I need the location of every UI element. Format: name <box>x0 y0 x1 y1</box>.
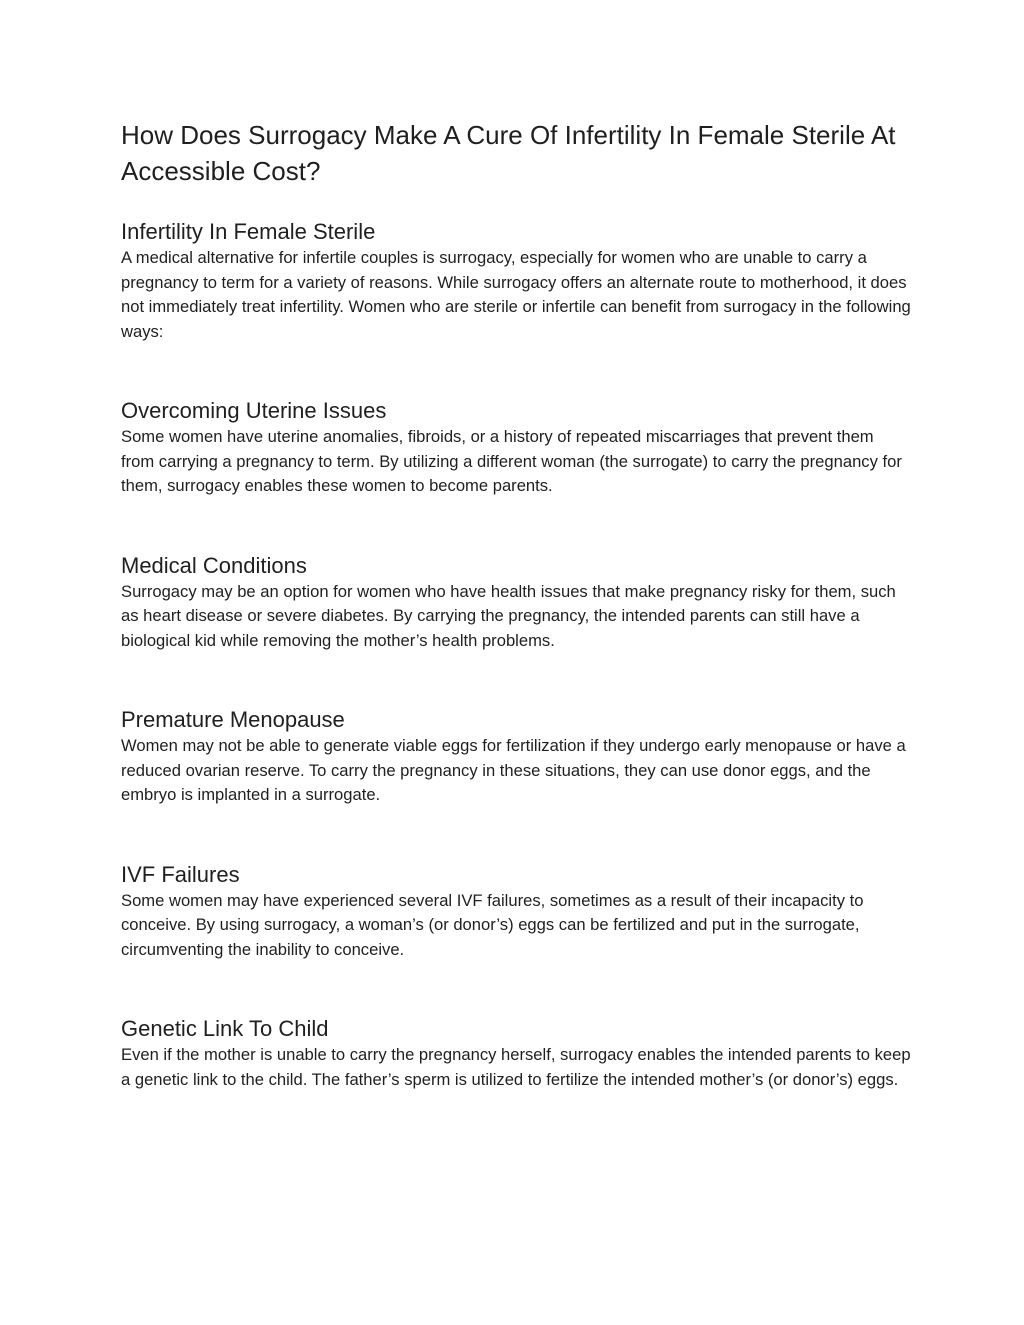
section-body: Some women may have experienced several IVF failures, sometimes as a result of their incapacity to conceive. By using surrogacy, a woman’s (or donor’s) eggs can be fertilized and put in the surrogate, circumventing the inability to conceive. <box>121 890 864 959</box>
section-body: Even if the mother is unable to carry the pregnancy herself, surrogacy enables the intended parents to keep a genetic link to the child. The father’s sperm is utilized to fertilize the intended mother’s (or donor’s) eggs. <box>121 1045 911 1089</box>
section-heading: Premature Menopause <box>121 707 345 732</box>
document-title: How Does Surrogacy Make A Cure Of Infertility In Female Sterile At Accessible Cost? <box>121 120 896 186</box>
document-page <box>121 117 911 1092</box>
section-heading: Medical Conditions <box>121 552 307 578</box>
section-heading: Genetic Link To Child <box>121 1016 329 1041</box>
section-heading: IVF Failures <box>121 861 240 887</box>
section-body: Some women have uterine anomalies, fibroids, or a history of repeated miscarriages that prevent them from carrying a pregnancy to term. By utilizing a different woman (the surrogate) to carry the pregnancy for them, surrogacy enables these women to become parents. <box>121 427 902 495</box>
section-body: A medical alternative for infertile couples is surrogacy, especially for women who are unable to carry a pregnancy to term for a variety of reasons. While surrogacy offers an alternate route to motherhood, it does not immediately treat infertility. Women who are sterile or infertile can benefit from surrogacy in the following ways: <box>121 248 911 341</box>
section-body: Surrogacy may be an option for women who have health issues that make pregnancy risky for them, such as heart disease or severe diabetes. By carrying the pregnancy, the intended parents can still have a biological kid while removing the mother’s health problems. <box>121 581 896 650</box>
section-heading: Overcoming Uterine Issues <box>121 398 387 423</box>
section-infertility <box>121 218 911 344</box>
section-medical <box>121 552 911 654</box>
section-body: Women may not be able to generate viable eggs for fertilization if they undergo early menopause or have a reduced ovarian reserve. To carry the pregnancy in these situations, they can use donor eggs, and the embryo is implanted in a surrogate. <box>121 736 906 804</box>
section-menopause <box>121 706 911 808</box>
section-uterine <box>121 397 911 499</box>
section-ivf <box>121 861 911 963</box>
section-heading: Infertility In Female Sterile <box>121 219 376 244</box>
section-genetic <box>121 1015 911 1092</box>
